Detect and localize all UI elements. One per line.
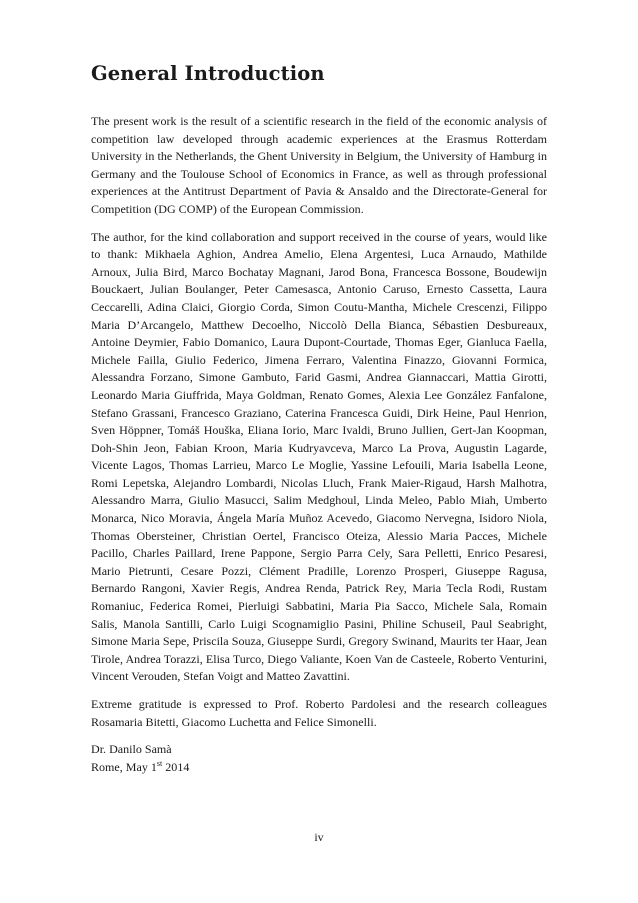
page-number: iv (314, 830, 324, 844)
document-page (91, 62, 547, 776)
place-date (91, 759, 547, 777)
author-name: Dr. Danilo Samà (91, 742, 172, 757)
intro-paragraph: The present work is the result of a scientific research in the field of the economic analysis of competition law developed through academic experiences at the Erasmus Rotterdam University in the Netherlands, the Ghent University in Belgium, the University of Hamburg in Germany and the Toulouse School of Economics in France, as well as through professional experiences at the Antitrust Department of Pavia & Ansaldo and the Directorate-General for Competition (DG COMP) of the European Commission. (91, 114, 547, 216)
date-year: 2014 (162, 759, 190, 774)
date-superscript: st (156, 758, 163, 768)
signature-block (91, 741, 547, 776)
place-date-text: Rome, May 1 (91, 759, 157, 774)
acknowledgements-paragraph: The author, for the kind collaboration and support received in the course of years, would like to thank: Mikhaela Aghion, Andrea Amelio, Elena Argentesi, Luca Arnaudo, Mathilde Arnoux, Julia Bird, Marco Bochatay Magnani, Jarod Bona, Francesca Bossone, Boudewijn Bouckaert, Julian Boulanger, Peter Camesasca, Antonio Caruso, Ernesto Cassetta, Laura Ceccarelli, Adina Claici, Giorgio Corda, Simon Coutu-Mantha, Michele Crescenzi, Filippo Maria D’Arcangelo, Matthew Decoelho, Niccolò Della Bianca, Sébastien Desbureaux, Antoine Deymier, Fabio Domanico, Laura Dupont-Courtade, Thomas Eger, Gianluca Faella, Michele Failla, Giulio Federico, Jimena Ferraro, Valentina Finazzo, Giovanni Formica, Alessandra Forzano, Simone Gambuto, Farid Gasmi, Andrea Giannaccari, Mattia Girotti, Leonardo Maria Giuffrida, Maya Goldman, Renato Gomes, Alexia Lee González Fanfalone, Stefano Grassani, Francesco Graziano, Caterina Francesca Guidi, Dirk Heine, Paul Henrion, Sven Höppner, Tomáš Houška, Eliana Iorio, Marc Ivaldi, Bruno Jullien, Gert-Jan Koopman, Doh-Shin Jeon, Fabian Kroon, Maria Kudryavceva, Marco La Prova, Augustin Lagarde, Vicente Lagos, Thomas Larrieu, Marco Le Moglie, Yassine Lefouili, Maria Isabella Leone, Romi Lepetska, Alejandro Lombardi, Nicolas Lluch, Frank Maier-Rigaud, Harsh Malhotra, Alessandro Marra, Giulio Masucci, Salim Medghoul, Linda Meleo, Pablo Miah, Umberto Monarca, Nico Moravia, Ángela María Muñoz Acevedo, Giacomo Nervegna, Isidoro Niola, Thomas Obersteiner, Christian Oertel, Francisco Oteiza, Alessio Maria Pacces, Michele Pacillo, Charles Paillard, Irene Pappone, Sergio Parra Cely, Sara Pelletti, Enrico Pesaresi, Mario Pietrunti, Cesare Pozzi, Clément Pradille, Lorenzo Prosperi, Giuseppe Ragusa, Bernardo Rangoni, Xavier Regis, Andrea Renda, Patrick Rey, Maria Tecla Rodi, Rustam Romaniuc, Federica Romei, Pierluigi Sabbatini, Maria Pia Sacco, Michele Sala, Romain Salis, Manola Santilli, Carlo Luigi Scognamiglio Pasini, Philine Schuseil, Paul Seabright, Simone Maria Sepe, Priscila Souza, Giuseppe Surdi, Gregory Swinand, Maurits ter Haar, Jean Tirole, Andrea Torazzi, Elisa Turco, Diego Valiante, Koen Van de Casteele, Roberto Venturini, Vincent Verouden, Stefan Voigt and Matteo Zavattini. (91, 229, 547, 684)
page-title: General Introduction (91, 62, 325, 85)
gratitude-paragraph: Extreme gratitude is expressed to Prof. Roberto Pardolesi and the research colleagues Rosamaria Bitetti, Giacomo Luchetta and Felice Simonelli. (91, 697, 547, 729)
